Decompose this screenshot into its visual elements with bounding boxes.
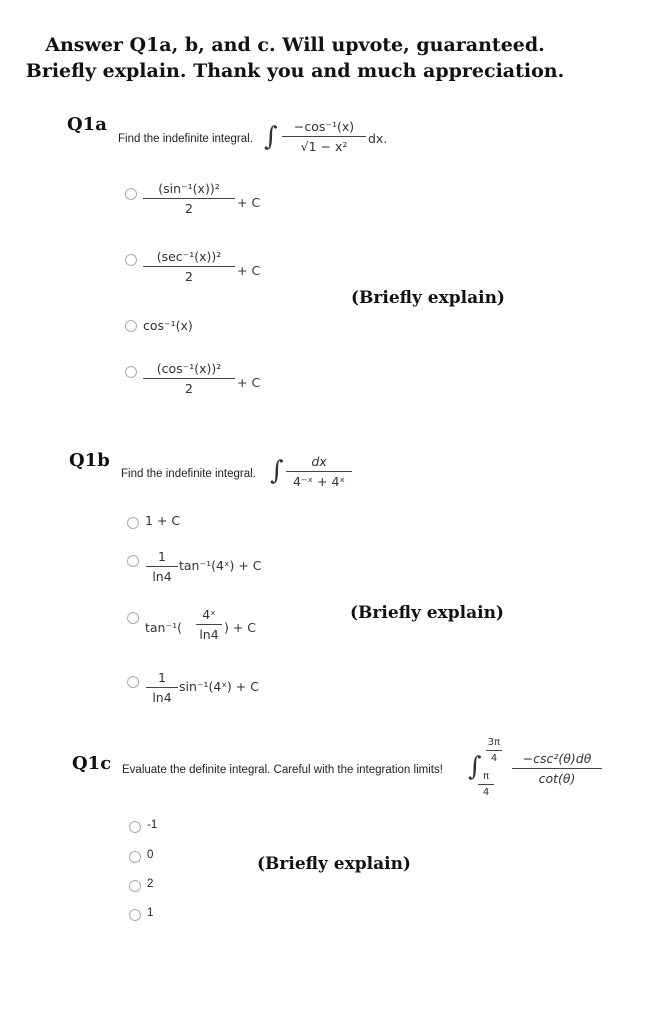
q1c-choice-4-text: 1 <box>147 907 154 919</box>
q1a-label: Q1a <box>67 114 107 135</box>
q1c-choice-2-radio[interactable] <box>129 851 141 863</box>
q1a-choice-1-radio[interactable] <box>125 188 137 200</box>
q1c-prompt: Evaluate the definite integral. Careful with the integration limits! <box>122 764 443 776</box>
q1a-choice-3-radio[interactable] <box>125 320 137 332</box>
instructions-header <box>0 32 590 84</box>
q1a-choice-4-tail: + C <box>237 375 261 390</box>
q1a-dx: dx. <box>368 131 388 146</box>
q1c-choice-1-radio[interactable] <box>129 821 141 833</box>
q1a-choice-4-fraction: (cos⁻¹(x))² 2 <box>143 361 235 396</box>
q1b-choice-2-tail: tan⁻¹(4ˣ) + C <box>179 558 262 573</box>
q1a-choice-4-radio[interactable] <box>125 366 137 378</box>
q1c-brief-explain: (Briefly explain) <box>257 854 411 874</box>
q1c-choice-3-radio[interactable] <box>129 880 141 892</box>
instructions-line-1: Answer Q1a, b, and c. Will upvote, guaranteed. <box>45 34 545 56</box>
q1b-choice-3-radio[interactable] <box>127 612 139 624</box>
q1a-prompt: Find the indefinite integral. <box>118 133 253 145</box>
q1a-integrand-denominator: √1 − x² <box>300 139 348 154</box>
q1b-choice-3-pre: tan⁻¹( <box>145 620 182 635</box>
q1c-integrand-numerator: −csc²(θ)dθ <box>522 751 592 766</box>
q1c-choice-1-text: -1 <box>147 819 158 831</box>
q1a-choice-1-fraction: (sin⁻¹(x))² 2 <box>143 181 235 216</box>
q1a-brief-explain: (Briefly explain) <box>351 288 505 308</box>
q1b-integrand-numerator: dx <box>311 454 327 469</box>
q1c-choice-3-text: 2 <box>147 878 154 890</box>
q1a-choice-1-tail: + C <box>237 195 261 210</box>
q1c-integrand <box>512 751 602 786</box>
q1c-lower-limit: π 4 <box>478 771 494 798</box>
q1a-choice-2-radio[interactable] <box>125 254 137 266</box>
q1c-integrand-denominator: cot(θ) <box>538 771 576 786</box>
q1b-integrand-denominator: 4⁻ˣ + 4ˣ <box>292 474 346 489</box>
q1b-choice-1-text: 1 + C <box>145 513 181 528</box>
q1b-choice-1-radio[interactable] <box>127 517 139 529</box>
q1c-upper-limit: 3π 4 <box>487 737 501 764</box>
q1b-choice-2-fraction: 1 ln4 <box>146 549 178 584</box>
q1c-integral-sign: ∫ <box>468 752 482 782</box>
q1a-integrand <box>282 119 366 154</box>
q1b-choice-3-tail: ) + C <box>224 620 257 635</box>
q1a-integrand-numerator: −cos⁻¹(x) <box>293 119 355 134</box>
instructions-line-2: Briefly explain. Thank you and much appreciation. <box>25 60 565 82</box>
q1a-choice-2-tail: + C <box>237 263 261 278</box>
q1b-integrand <box>286 454 352 489</box>
q1b-brief-explain: (Briefly explain) <box>350 603 504 623</box>
q1b-integral-sign: ∫ <box>270 456 284 486</box>
q1b-choice-4-fraction: 1 ln4 <box>146 670 178 705</box>
q1b-label: Q1b <box>69 450 110 471</box>
q1c-label: Q1c <box>72 753 112 774</box>
q1a-integral-sign: ∫ <box>264 122 278 152</box>
q1a-choice-2-fraction: (sec⁻¹(x))² 2 <box>143 249 235 284</box>
q1a-choice-3-text: cos⁻¹(x) <box>143 318 193 333</box>
q1b-choice-2-radio[interactable] <box>127 555 139 567</box>
q1c-choice-4-radio[interactable] <box>129 909 141 921</box>
q1b-choice-4-radio[interactable] <box>127 676 139 688</box>
q1b-choice-4-tail: sin⁻¹(4ˣ) + C <box>179 679 259 694</box>
q1b-choice-3-fraction: 4ˣ ln4 <box>196 607 222 642</box>
q1c-choice-2-text: 0 <box>147 849 154 861</box>
q1b-prompt: Find the indefinite integral. <box>121 468 256 480</box>
